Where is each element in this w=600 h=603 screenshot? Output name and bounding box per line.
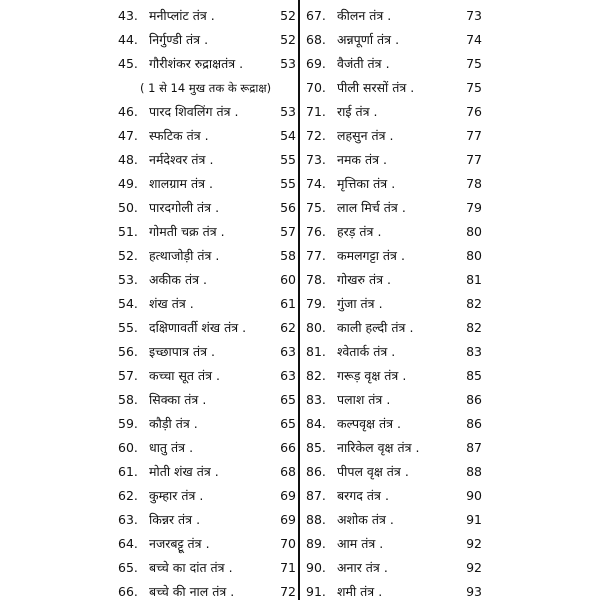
dot-leader: .: [383, 560, 389, 575]
toc-entry: [118, 245, 296, 267]
entry-title: अनार तंत्र: [337, 560, 380, 575]
dot-leader: .: [379, 536, 384, 551]
entry-number: 91.: [306, 584, 326, 599]
entry-page-number: 87: [466, 440, 482, 455]
entry-title: बच्चे का दांत तंत्र: [149, 560, 225, 575]
entry-page-number: 90: [466, 488, 482, 503]
entry-number: 53.: [118, 272, 138, 287]
entry-title: सिक्का तंत्र: [149, 392, 199, 407]
dot-leader: .: [386, 272, 392, 287]
entry-title: पीपल वृक्ष तंत्र: [337, 464, 401, 479]
entry-title: वैजंती तंत्र: [337, 56, 382, 71]
entry-number: 79.: [306, 296, 326, 311]
dot-leader: .: [373, 104, 378, 119]
toc-entry: [306, 413, 482, 435]
entry-page-number: 76: [466, 104, 482, 119]
entry-page-number: 66: [280, 440, 296, 455]
entry-number: 54.: [118, 296, 138, 311]
dot-leader: .: [385, 56, 391, 71]
entry-page-number: 73: [466, 8, 482, 23]
dot-leader: .: [209, 152, 214, 167]
entry-title: इच्छापात्र तंत्र: [149, 344, 207, 359]
dot-leader: .: [387, 8, 392, 23]
entry-number: 83.: [306, 392, 326, 407]
dot-leader: .: [216, 368, 221, 383]
entry-number: 84.: [306, 416, 326, 431]
entry-title: पारद शिवलिंग तंत्र: [149, 104, 231, 119]
entry-page-number: 72: [280, 584, 296, 599]
entry-page-number: 79: [466, 200, 482, 215]
entry-page-number: 74: [466, 32, 482, 47]
toc-entry: [118, 221, 296, 243]
toc-entry: [306, 317, 482, 339]
entry-number: 80.: [306, 320, 326, 335]
dot-leader: .: [189, 296, 195, 311]
entry-title: शालग्राम तंत्र: [149, 176, 205, 191]
entry-page-number: 82: [466, 320, 482, 335]
toc-entry: [118, 101, 296, 123]
entry-number: 74.: [306, 176, 326, 191]
toc-entry: [118, 53, 296, 75]
entry-page-number: 82: [466, 296, 482, 311]
entry-page-number: 53: [280, 56, 296, 71]
entry-page-number: 56: [280, 200, 296, 215]
toc-entry: [306, 53, 482, 75]
entry-title: हरड़ तंत्र: [337, 224, 374, 239]
entry-number: 59.: [118, 416, 138, 431]
entry-title: धातु तंत्र: [149, 440, 186, 455]
entry-number: 45.: [118, 56, 138, 71]
dot-leader: .: [404, 464, 410, 479]
toc-entry: [118, 173, 296, 195]
toc-entry: [306, 77, 482, 99]
toc-entry: [306, 101, 482, 123]
toc-entry: [118, 341, 296, 363]
entry-title: बरगद तंत्र: [337, 488, 381, 503]
toc-entry: [306, 29, 482, 51]
entry-number: 56.: [118, 344, 138, 359]
entry-page-number: 75: [466, 56, 482, 71]
entry-title: नर्मदेश्वर तंत्र: [149, 152, 206, 167]
entry-title: नारिकेल वृक्ष तंत्र: [337, 440, 412, 455]
entry-number: 44.: [118, 32, 138, 47]
toc-entry: [306, 197, 482, 219]
entry-number: 73.: [306, 152, 326, 167]
toc-entry: [306, 509, 482, 531]
toc-entry: [306, 557, 482, 579]
dot-leader: .: [239, 56, 244, 71]
entry-number: 65.: [118, 560, 138, 575]
entry-number: 66.: [118, 584, 138, 599]
entry-page-number: 62: [280, 320, 296, 335]
toc-entry: [118, 485, 296, 507]
dot-leader: .: [204, 128, 210, 143]
entry-number: 87.: [306, 488, 326, 503]
entry-number: 67.: [306, 8, 326, 23]
entry-title: कल्पवृक्ष तंत्र: [337, 416, 393, 431]
entry-title: निर्गुण्डी तंत्र: [149, 32, 201, 47]
entry-number: 47.: [118, 128, 138, 143]
entry-number: 78.: [306, 272, 326, 287]
entry-page-number: 54: [280, 128, 296, 143]
entry-title: पारदगोली तंत्र: [149, 200, 212, 215]
entry-title: काली हल्दी तंत्र: [337, 320, 406, 335]
dot-leader: .: [214, 464, 220, 479]
dot-leader: .: [402, 368, 407, 383]
entry-title: मनीप्लांट तंत्र: [149, 8, 207, 23]
toc-right-column: [306, 0, 482, 600]
dot-leader: .: [204, 32, 209, 47]
entry-title: कच्चा सूत तंत्र: [149, 368, 213, 383]
toc-entry: [306, 341, 482, 363]
toc-entry: [306, 5, 482, 27]
entry-title: गौरीशंकर रुद्राक्षतंत्र: [149, 56, 236, 71]
dot-leader: .: [400, 248, 406, 263]
entry-page-number: 65: [280, 392, 296, 407]
entry-number: 72.: [306, 128, 326, 143]
toc-entry: [306, 245, 482, 267]
entry-page-number: 69: [280, 488, 296, 503]
toc-entry: [118, 197, 296, 219]
entry-page-number: 83: [466, 344, 482, 359]
entry-number: 51.: [118, 224, 138, 239]
dot-leader: .: [384, 488, 390, 503]
entry-title: शंख तंत्र: [149, 296, 186, 311]
dot-leader: .: [386, 392, 391, 407]
entry-page-number: 86: [466, 416, 482, 431]
dot-leader: .: [230, 584, 235, 599]
entry-title: नजरबट्टू तंत्र: [149, 536, 202, 551]
entry-number: 61.: [118, 464, 138, 479]
dot-leader: .: [208, 176, 214, 191]
toc-entry: [306, 269, 482, 291]
dot-leader: .: [242, 320, 247, 335]
entry-number: 69.: [306, 56, 326, 71]
entry-number: 49.: [118, 176, 138, 191]
entry-title: मृत्तिका तंत्र: [337, 176, 388, 191]
entry-page-number: 65: [280, 416, 296, 431]
dot-leader: .: [401, 200, 407, 215]
toc-entry: [306, 125, 482, 147]
dot-leader: .: [391, 176, 396, 191]
dot-leader: .: [396, 416, 402, 431]
entry-page-number: 55: [280, 176, 296, 191]
toc-entry: [306, 293, 482, 315]
dot-leader: .: [199, 488, 204, 503]
entry-page-number: 53: [280, 104, 296, 119]
dot-leader: .: [210, 344, 216, 359]
entry-page-number: 92: [466, 536, 482, 551]
entry-title: राई तंत्र: [337, 104, 370, 119]
entry-number: 71.: [306, 104, 326, 119]
entry-title: मोती शंख तंत्र: [149, 464, 211, 479]
dot-leader: .: [378, 296, 384, 311]
entry-title: पलाश तंत्र: [337, 392, 383, 407]
toc-entry: [306, 437, 482, 459]
toc-entry: [118, 389, 296, 411]
entry-page-number: 80: [466, 248, 482, 263]
entry-page-number: 57: [280, 224, 296, 239]
entry-page-number: 63: [280, 368, 296, 383]
toc-entry: [306, 461, 482, 483]
entry-title: पीली सरसों तंत्र: [337, 80, 407, 95]
entry-page-number: 52: [280, 8, 296, 23]
entry-page-number: 70: [280, 536, 296, 551]
entry-title: लाल मिर्च तंत्र: [337, 200, 398, 215]
entry-title: अकीक तंत्र: [149, 272, 199, 287]
entry-title: गोमती चक्र तंत्र: [149, 224, 217, 239]
entry-page-number: 60: [280, 272, 296, 287]
toc-left-column: [118, 0, 296, 600]
entry-number: 43.: [118, 8, 138, 23]
toc-entry: [306, 365, 482, 387]
entry-title: दक्षिणावर्ती शंख तंत्र: [149, 320, 239, 335]
entry-page-number: 75: [466, 80, 482, 95]
toc-entry: [118, 29, 296, 51]
entry-title: लहसुन तंत्र: [337, 128, 386, 143]
dot-leader: .: [228, 560, 234, 575]
dot-leader: .: [196, 512, 201, 527]
entry-number: 85.: [306, 440, 326, 455]
entry-number: 68.: [306, 32, 326, 47]
dot-leader: .: [378, 584, 383, 599]
toc-entry: [118, 533, 296, 555]
dot-leader: .: [377, 224, 382, 239]
entry-title: स्फटिक तंत्र: [149, 128, 201, 143]
entry-number: 81.: [306, 344, 326, 359]
entry-title: बच्चे की नाल तंत्र: [149, 584, 227, 599]
toc-entry: [118, 269, 296, 291]
entry-number: 57.: [118, 368, 138, 383]
entry-page-number: 93: [466, 584, 482, 599]
dot-leader: .: [389, 128, 394, 143]
dot-leader: .: [415, 440, 420, 455]
toc-entry: [118, 125, 296, 147]
dot-leader: .: [189, 440, 194, 455]
entry-page-number: 78: [466, 176, 482, 191]
dot-leader: .: [203, 272, 208, 287]
toc-entry: [306, 389, 482, 411]
entry-number: 88.: [306, 512, 326, 527]
entry-page-number: 63: [280, 344, 296, 359]
dot-leader: .: [193, 416, 199, 431]
entry-number: 90.: [306, 560, 326, 575]
entry-title: शमी तंत्र: [337, 584, 375, 599]
entry-page-number: 55: [280, 152, 296, 167]
entry-number: 75.: [306, 200, 326, 215]
entry-number: 50.: [118, 200, 138, 215]
entry-title: गुंजा तंत्र: [337, 296, 375, 311]
toc-entry: [118, 557, 296, 579]
entry-title: नमक तंत्र: [337, 152, 380, 167]
entry-number: 76.: [306, 224, 326, 239]
entry-page-number: 52: [280, 32, 296, 47]
toc-entry: [118, 413, 296, 435]
entry-title: हत्थाजोड़ी तंत्र: [149, 248, 212, 263]
toc-entry: [306, 533, 482, 555]
toc-entry: [118, 365, 296, 387]
entry-title: कौड़ी तंत्र: [149, 416, 190, 431]
entry-page-number: 77: [466, 128, 482, 143]
toc-entry: [118, 437, 296, 459]
toc-entry: [306, 485, 482, 507]
entry-title: श्वेतार्क तंत्र: [337, 344, 388, 359]
entry-number: 63.: [118, 512, 138, 527]
entry-page-number: 80: [466, 224, 482, 239]
dot-leader: .: [205, 536, 211, 551]
toc-entry: [306, 149, 482, 171]
rudraksha-note: ( 1 से 14 मुख तक के रूद्राक्ष): [140, 81, 272, 95]
dot-leader: .: [210, 8, 216, 23]
toc-entry: [118, 317, 296, 339]
toc-entry: [118, 509, 296, 531]
entry-title: कुम्हार तंत्र: [149, 488, 196, 503]
dot-leader: .: [383, 152, 388, 167]
entry-number: 70.: [306, 80, 326, 95]
toc-entry: [118, 149, 296, 171]
entry-page-number: 68: [280, 464, 296, 479]
dot-leader: .: [391, 344, 396, 359]
entry-number: 48.: [118, 152, 138, 167]
toc-entry: [306, 221, 482, 243]
entry-number: 60.: [118, 440, 138, 455]
toc-entry: [118, 5, 296, 27]
entry-page-number: 69: [280, 512, 296, 527]
entry-page-number: 71: [280, 560, 296, 575]
entry-number: 89.: [306, 536, 326, 551]
dot-leader: .: [234, 104, 239, 119]
dot-leader: .: [410, 80, 415, 95]
entry-number: 62.: [118, 488, 138, 503]
toc-entry: [118, 293, 296, 315]
dot-leader: .: [395, 32, 400, 47]
entry-page-number: 61: [280, 296, 296, 311]
entry-title: गोखरु तंत्र: [337, 272, 383, 287]
toc-entry: [306, 173, 482, 195]
toc-entry: [118, 461, 296, 483]
entry-page-number: 92: [466, 560, 482, 575]
entry-number: 64.: [118, 536, 138, 551]
entry-title: आम तंत्र: [337, 536, 376, 551]
entry-title: अन्नपूर्णा तंत्र: [337, 32, 392, 47]
dot-leader: .: [202, 392, 207, 407]
column-divider: [298, 0, 300, 600]
entry-number: 86.: [306, 464, 326, 479]
entry-number: 52.: [118, 248, 138, 263]
entry-page-number: 91: [466, 512, 482, 527]
entry-page-number: 85: [466, 368, 482, 383]
entry-page-number: 77: [466, 152, 482, 167]
dot-leader: .: [215, 200, 220, 215]
entry-number: 82.: [306, 368, 326, 383]
entry-title: कमलगट्टा तंत्र: [337, 248, 397, 263]
dot-leader: .: [409, 320, 414, 335]
entry-title: कीलन तंत्र: [337, 8, 384, 23]
entry-number: 77.: [306, 248, 326, 263]
entry-page-number: 58: [280, 248, 296, 263]
entry-number: 55.: [118, 320, 138, 335]
dot-leader: .: [389, 512, 395, 527]
entry-page-number: 81: [466, 272, 482, 287]
entry-number: 46.: [118, 104, 138, 119]
dot-leader: .: [220, 224, 226, 239]
dot-leader: .: [215, 248, 220, 263]
entry-page-number: 86: [466, 392, 482, 407]
entry-number: 58.: [118, 392, 138, 407]
entry-title: गरूड़ वृक्ष तंत्र: [337, 368, 399, 383]
entry-page-number: 88: [466, 464, 482, 479]
entry-title: किन्नर तंत्र: [149, 512, 193, 527]
entry-title: अशोक तंत्र: [337, 512, 386, 527]
